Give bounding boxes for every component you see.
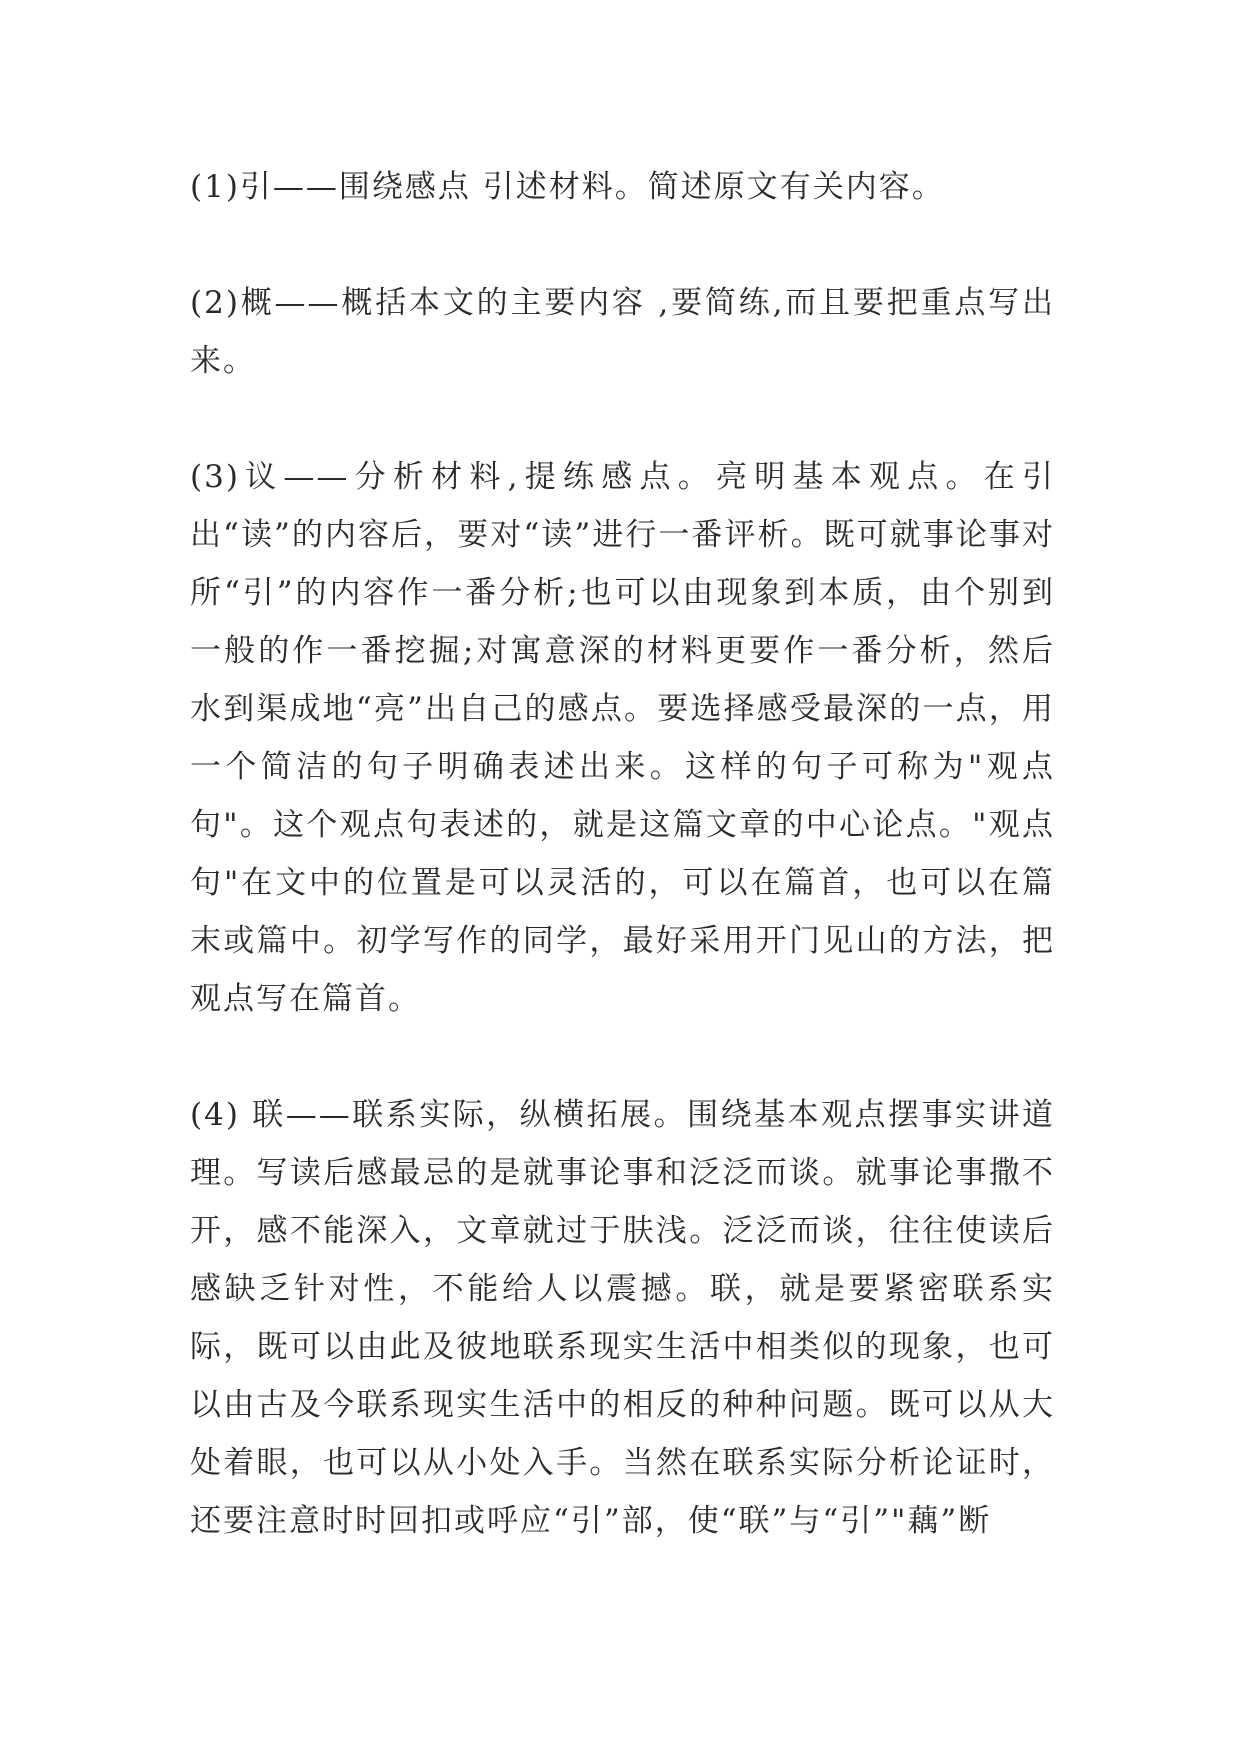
paragraph-4: (4) 联——联系实际，纵横拓展。围绕基本观点摆事实讲道理。写读后感最忌的是就事论事和泛泛而谈。就事论事撒不开，感不能深入，文章就过于肤浅。泛泛而谈，往往使读后感缺乏针对性，不能给人以震撼。联，就是要紧密联系实际，既可以由此及彼地联系现实生活中相类似的现象，也可以由古及今联系现实生活中的相反的种种问题。既可以从大处着眼，也可以从小处入手。当然在联系实际分析论证时，还要注意时时回扣或呼应“引”部，使“联”与“引”"藕”断 [190, 1097, 1055, 1539]
paragraph-2: (2)概——概括本文的主要内容 ,要简练,而且要把重点写出来。 [190, 285, 1055, 379]
document-body [190, 158, 1055, 1608]
paragraph-3: (3)议——分析材料,提练感点。亮明基本观点。在引出“读”的内容后，要对“读”进行一番评析。既可就事论事对所“引”的内容作一番分析;也可以由现象到本质，由个别到一般的作一番挖掘;对寓意深的材料更要作一番分析，然后水到渠成地“亮”出自己的感点。要选择感受最深的一点，用一个简洁的句子明确表述出来。这样的句子可称为"观点句"。这个观点句表述的，就是这篇文章的中心论点。"观点句"在文中的位置是可以灵活的，可以在篇首，也可以在篇末或篇中。初学写作的同学，最好采用开门见山的方法，把观点写在篇首。 [190, 459, 1055, 1017]
paragraph-1: (1)引——围绕感点 引述材料。简述原文有关内容。 [190, 169, 945, 205]
